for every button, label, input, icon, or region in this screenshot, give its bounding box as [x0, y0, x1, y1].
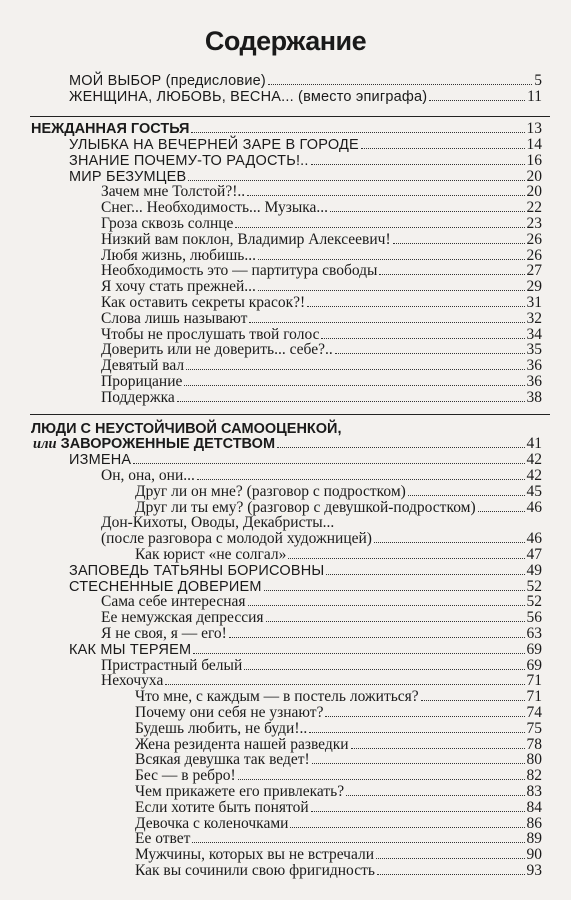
- dot-leader: [321, 326, 524, 339]
- page-number: 31: [526, 294, 542, 311]
- toc-entry-text: Он, она, они...: [101, 467, 195, 484]
- toc-entry-text: Мужчины, которых вы не встречали: [135, 846, 375, 863]
- dot-leader: [192, 830, 524, 843]
- toc-entry-text: СТЕСНЕННЫЕ ДОВЕРИЕМ: [69, 579, 262, 595]
- toc-entry-text: Я не своя, я — его!: [101, 625, 227, 642]
- dot-leader: [247, 183, 524, 196]
- toc-entry-text: Девочка с коленочками: [135, 815, 289, 832]
- dot-leader: [268, 72, 532, 85]
- toc-entry-title: [135, 862, 375, 880]
- page-number: 22: [526, 199, 542, 216]
- dot-leader: [361, 136, 525, 149]
- page-number: 42: [526, 467, 542, 484]
- toc-entry-text: Зачем мне Толстой?!..: [101, 183, 246, 200]
- toc-entry-text: НЕЖДАННАЯ ГОСТЬЯ: [31, 121, 190, 137]
- page-number: 45: [526, 483, 542, 500]
- toc-entry-text: Дон-Кихоты, Оводы, Декабристы...: [101, 514, 335, 531]
- page-number: 52: [526, 578, 542, 595]
- dot-leader: [235, 215, 524, 228]
- toc-entry-text: Как оставить секреты красок?!: [101, 294, 306, 311]
- page-number: 5: [534, 72, 542, 89]
- page-title: Содержание: [204, 26, 367, 56]
- page-number: 36: [526, 357, 542, 374]
- page-number: 35: [526, 341, 542, 358]
- page-number: 29: [526, 278, 542, 295]
- page-number: 71: [526, 672, 542, 689]
- toc-entry-text: Гроза сквозь солнце: [101, 215, 234, 232]
- toc-entry-text: Прорицание: [101, 373, 183, 390]
- toc-entry-text: Жена резидента нашей разведки: [135, 736, 349, 753]
- dot-leader: [258, 247, 525, 260]
- dot-leader: [330, 199, 524, 212]
- page-number: 26: [526, 247, 542, 264]
- toc-entry-text: Почему они себя не узнают?: [135, 704, 324, 721]
- toc-entry-text: ЗАПОВЕДЬ ТАТЬЯНЫ БОРИСОВНЫ: [69, 563, 325, 579]
- toc-entry-text: Чтобы не прослушать твой голос: [101, 326, 320, 343]
- toc-entry-text: Бес — в ребро!: [135, 767, 236, 784]
- page-number: 38: [526, 389, 542, 406]
- toc-entry-text: Доверить или не доверить... себе?..: [101, 341, 333, 358]
- toc-entry-text: Девятый вал: [101, 357, 185, 374]
- dot-leader: [266, 609, 525, 622]
- toc-entry-text: ИЗМЕНА: [69, 452, 132, 468]
- toc-entry-text: Как вы сочинили свою фригидность: [135, 862, 375, 879]
- dot-leader: [229, 625, 525, 638]
- page-number: 71: [526, 688, 542, 705]
- toc-entry: [101, 389, 542, 407]
- toc-entry-text: ЗНАНИЕ ПОЧЕМУ-ТО РАДОСТЬ!..: [69, 153, 309, 169]
- dot-leader: [238, 767, 525, 780]
- page-number: 26: [526, 231, 542, 248]
- page-number: 82: [526, 767, 542, 784]
- dot-leader: [393, 231, 525, 244]
- dot-leader: [264, 578, 525, 591]
- toc-entry-text: Низкий вам поклон, Владимир Алексеевич!: [101, 231, 391, 248]
- dot-leader: [346, 783, 524, 796]
- toc-entry-text: Друг ли ты ему? (разговор с девушкой-подростком): [135, 499, 476, 516]
- dot-leader: [326, 562, 524, 575]
- page-number: 20: [526, 183, 542, 200]
- section-divider: [30, 414, 550, 415]
- page-number: 46: [526, 499, 542, 516]
- dot-leader: [277, 435, 524, 448]
- page-number: 80: [526, 751, 542, 768]
- page-number: 16: [526, 152, 542, 169]
- toc-entry-text: Любя жизнь, любишь...: [101, 247, 256, 264]
- dot-leader: [312, 751, 525, 764]
- toc-entry-text: Чем прикажете его привлекать?: [135, 783, 345, 800]
- toc-entry-text: Что мне, с каждым — в постель ложиться?: [135, 688, 419, 705]
- toc-entry-text: Всякая девушка так ведет!: [135, 751, 310, 768]
- toc-entry: [69, 88, 542, 106]
- dot-leader: [478, 499, 525, 512]
- dot-leader: [188, 168, 524, 181]
- toc-entry-text: Сама себе интересная: [101, 593, 246, 610]
- toc-entry-text: Я хочу стать прежней...: [101, 278, 256, 295]
- toc-entry-title: [69, 88, 427, 106]
- toc-entry: [135, 862, 542, 880]
- dot-leader: [311, 152, 525, 165]
- toc-entry-text: Пристрастный белый: [101, 657, 243, 674]
- dot-leader: [376, 846, 524, 859]
- dot-leader: [307, 294, 524, 307]
- page-number: 52: [526, 593, 542, 610]
- toc-entry-text: Если хотите быть понятой: [135, 799, 309, 816]
- dot-leader: [193, 641, 524, 654]
- toc-entry-text: ЖЕНЩИНА, ЛЮБОВЬ, ВЕСНА... (вместо эпиграфа): [69, 89, 428, 105]
- toc-entry-text: Будешь любить, не буди!..: [135, 720, 308, 737]
- toc-entry-text: Поддержка: [101, 389, 175, 406]
- dot-leader: [379, 262, 524, 275]
- toc-entry-text: Нехочуха: [101, 672, 164, 689]
- toc-entry-text: УЛЫБКА НА ВЕЧЕРНЕЙ ЗАРЕ В ГОРОДЕ: [69, 137, 359, 153]
- dot-leader: [133, 451, 524, 464]
- dot-leader: [197, 467, 525, 480]
- dot-leader: [191, 120, 524, 133]
- dot-leader: [408, 483, 525, 496]
- toc-entry-text: Как юрист «не солгал»: [135, 546, 287, 563]
- dot-leader: [429, 88, 525, 101]
- dot-leader: [421, 688, 525, 701]
- page-number: 27: [526, 262, 542, 279]
- toc-entry-text: ЗАВОРОЖЕННЫЕ ДЕТСТВОМ: [60, 436, 276, 452]
- page-number: 86: [526, 815, 542, 832]
- toc-entry-text: Ее немужская депрессия: [101, 609, 264, 626]
- page-number: 42: [526, 451, 542, 468]
- page-number: 90: [526, 846, 542, 863]
- dot-leader: [290, 815, 524, 828]
- toc-entry-text: Друг ли он мне? (разговор с подростком): [135, 483, 406, 500]
- dot-leader: [177, 389, 525, 402]
- toc-entry-text: Слова лишь называют: [101, 310, 248, 327]
- toc-entry-text: Снег... Необходимость... Музыка...: [101, 199, 329, 216]
- page-number: 93: [526, 862, 542, 879]
- page-number: 14: [526, 136, 542, 153]
- page-number: 23: [526, 215, 542, 232]
- dot-leader: [244, 657, 524, 670]
- toc-entry-text: Необходимость это — партитура свободы: [101, 262, 378, 279]
- page-number: 78: [526, 736, 542, 753]
- dot-leader: [377, 862, 525, 875]
- dot-leader: [258, 278, 525, 291]
- page-number: 13: [526, 120, 542, 137]
- dot-leader: [309, 720, 524, 733]
- page-number: 69: [526, 657, 542, 674]
- dot-leader: [186, 357, 524, 370]
- toc-entry-text: (после разговора с молодой художницей): [101, 530, 372, 547]
- page-number: 34: [526, 326, 542, 343]
- toc-entry-prefix: или: [33, 436, 57, 452]
- dot-leader: [351, 736, 525, 749]
- dot-leader: [325, 704, 524, 717]
- page-number: 74: [526, 704, 542, 721]
- dot-leader: [248, 593, 525, 606]
- page-number: 41: [526, 435, 542, 452]
- dot-leader: [184, 373, 524, 386]
- page-number: 36: [526, 373, 542, 390]
- dot-leader: [335, 341, 525, 354]
- page-number: 69: [526, 641, 542, 658]
- page-number: 75: [526, 720, 542, 737]
- page-number: 89: [526, 830, 542, 847]
- page-number: 84: [526, 799, 542, 816]
- page-number: 63: [526, 625, 542, 642]
- dot-leader: [311, 799, 525, 812]
- toc-entry-text: МИР БЕЗУМЦЕВ: [69, 169, 187, 185]
- toc-entry-title: [101, 389, 175, 407]
- toc-entry-text: МОЙ ВЫБОР (предисловие): [69, 73, 266, 89]
- page-number: 56: [526, 609, 542, 626]
- dot-leader: [249, 310, 524, 323]
- page-number: 49: [526, 562, 542, 579]
- dot-leader: [374, 530, 525, 543]
- page-number: 11: [527, 88, 542, 105]
- page-number: 83: [526, 783, 542, 800]
- dot-leader: [165, 672, 524, 685]
- page-number: 32: [526, 310, 542, 327]
- toc-entry-text: Ее ответ: [135, 830, 191, 847]
- dot-leader: [288, 546, 524, 559]
- page-number: 47: [526, 546, 542, 563]
- toc-entry-text: КАК МЫ ТЕРЯЕМ: [69, 642, 192, 658]
- toc-entry-text: ЛЮДИ С НЕУСТОЙЧИВОЙ САМООЦЕНКОЙ,: [31, 421, 342, 437]
- page-number: 46: [526, 530, 542, 547]
- page-number: 20: [526, 168, 542, 185]
- section-divider: [30, 116, 550, 117]
